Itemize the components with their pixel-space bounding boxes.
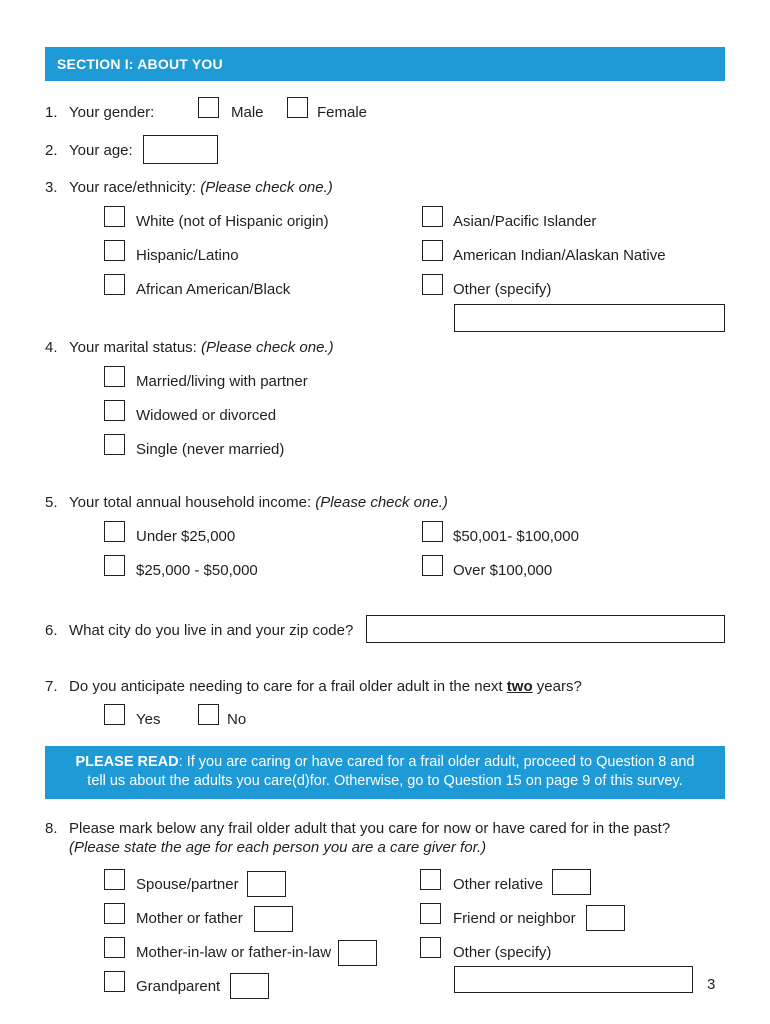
care-grandparent-checkbox[interactable] — [104, 971, 125, 992]
please-read-line-2: tell us about the adults you care(d)for. Otherwise, go to Question 15 on page 9 of this survey. — [87, 773, 683, 789]
city-zip-field[interactable] — [366, 615, 725, 643]
page-number: 3 — [707, 976, 716, 993]
please-read-line-1 — [45, 754, 725, 770]
care-other-relative-checkbox[interactable] — [420, 869, 441, 890]
care-grandparent-age-field[interactable] — [230, 973, 269, 999]
marital-married-checkbox[interactable] — [104, 366, 125, 387]
care-parent-label: Mother or father — [136, 910, 243, 927]
care-in-law-age-field[interactable] — [338, 940, 377, 966]
income-25k-50k-label: $25,000 - $50,000 — [136, 562, 258, 579]
care-other-specify-label: Other (specify) — [453, 944, 552, 961]
income-under-25k-checkbox[interactable] — [104, 521, 125, 542]
care-other-specify-field[interactable] — [454, 966, 693, 993]
q4-question — [69, 339, 334, 356]
care-spouse-label: Spouse/partner — [136, 876, 239, 893]
care-friend-label: Friend or neighbor — [453, 910, 576, 927]
race-asian-checkbox[interactable] — [422, 206, 443, 227]
q8-number: 8. — [45, 820, 58, 837]
care-friend-checkbox[interactable] — [420, 903, 441, 924]
q4-label: Your marital status: — [69, 339, 197, 356]
gender-female-label: Female — [317, 104, 368, 121]
q5-question — [69, 494, 448, 511]
q4-note: (Please check one.) — [201, 339, 334, 356]
q8-note: (Please state the age for each person you are a care giver for.) — [69, 839, 487, 856]
care-parent-checkbox[interactable] — [104, 903, 125, 924]
care-parent-age-field[interactable] — [254, 906, 293, 932]
q2-number: 2. — [45, 142, 58, 159]
q7-label-pre: Do you anticipate needing to care for a frail older adult in the next — [69, 678, 503, 695]
care-other-relative-label: Other relative — [453, 876, 544, 893]
income-over-100k-checkbox[interactable] — [422, 555, 443, 576]
section-header — [45, 47, 725, 81]
anticipate-no-checkbox[interactable] — [198, 704, 219, 725]
gender-male-checkbox[interactable] — [198, 97, 219, 118]
care-friend-age-field[interactable] — [586, 905, 625, 931]
q6-label: What city do you live in and your zip code? — [69, 622, 354, 639]
care-grandparent-label: Grandparent — [136, 978, 221, 995]
q6-number: 6. — [45, 622, 58, 639]
income-50k-100k-label: $50,001- $100,000 — [453, 528, 579, 545]
anticipate-yes-checkbox[interactable] — [104, 704, 125, 725]
q7-label-emphasis: two — [506, 678, 533, 695]
race-hispanic-label: Hispanic/Latino — [136, 247, 239, 264]
age-field[interactable] — [143, 135, 218, 164]
care-in-law-checkbox[interactable] — [104, 937, 125, 958]
q3-label: Your race/ethnicity: — [69, 179, 197, 196]
race-native-checkbox[interactable] — [422, 240, 443, 261]
race-other-specify-field[interactable] — [454, 304, 725, 332]
q3-number: 3. — [45, 179, 58, 196]
income-over-100k-label: Over $100,000 — [453, 562, 553, 579]
race-african-american-checkbox[interactable] — [104, 274, 125, 295]
care-other-relative-age-field[interactable] — [552, 869, 591, 895]
anticipate-yes-label: Yes — [136, 711, 161, 728]
q7-question — [69, 678, 582, 695]
q3-note: (Please check one.) — [200, 179, 333, 196]
race-hispanic-checkbox[interactable] — [104, 240, 125, 261]
race-white-label: White (not of Hispanic origin) — [136, 213, 329, 230]
marital-single-checkbox[interactable] — [104, 434, 125, 455]
q5-label: Your total annual household income: — [69, 494, 312, 511]
q7-number: 7. — [45, 678, 58, 695]
race-african-american-label: African American/Black — [136, 281, 291, 298]
race-other-label: Other (specify) — [453, 281, 552, 298]
q2-label: Your age: — [69, 142, 133, 159]
care-spouse-age-field[interactable] — [247, 871, 286, 897]
marital-widowed-label: Widowed or divorced — [136, 407, 277, 424]
marital-widowed-checkbox[interactable] — [104, 400, 125, 421]
race-native-label: American Indian/Alaskan Native — [453, 247, 666, 264]
marital-married-label: Married/living with partner — [136, 373, 308, 390]
income-25k-50k-checkbox[interactable] — [104, 555, 125, 576]
anticipate-no-label: No — [227, 711, 247, 728]
gender-male-label: Male — [231, 104, 264, 121]
q5-note: (Please check one.) — [315, 494, 448, 511]
income-50k-100k-checkbox[interactable] — [422, 521, 443, 542]
race-other-checkbox[interactable] — [422, 274, 443, 295]
q1-number: 1. — [45, 104, 58, 121]
q4-number: 4. — [45, 339, 58, 356]
please-read-text-1: : If you are caring or have cared for a frail older adult, proceed to Question 8 and — [178, 754, 695, 770]
q7-label-post: years? — [536, 678, 582, 695]
q5-number: 5. — [45, 494, 58, 511]
care-in-law-label: Mother-in-law or father-in-law — [136, 944, 332, 961]
gender-female-checkbox[interactable] — [287, 97, 308, 118]
race-asian-label: Asian/Pacific Islander — [453, 213, 597, 230]
q1-label: Your gender: — [69, 104, 155, 121]
section-title: SECTION I: ABOUT YOU — [57, 56, 223, 72]
q8-label: Please mark below any frail older adult that you care for now or have cared for in the past? — [69, 820, 671, 837]
care-other-specify-checkbox[interactable] — [420, 937, 441, 958]
please-read-lead: PLEASE READ — [75, 754, 179, 770]
please-read-banner — [45, 746, 725, 799]
income-under-25k-label: Under $25,000 — [136, 528, 236, 545]
race-white-checkbox[interactable] — [104, 206, 125, 227]
q3-question — [69, 179, 333, 196]
marital-single-label: Single (never married) — [136, 441, 285, 458]
care-spouse-checkbox[interactable] — [104, 869, 125, 890]
